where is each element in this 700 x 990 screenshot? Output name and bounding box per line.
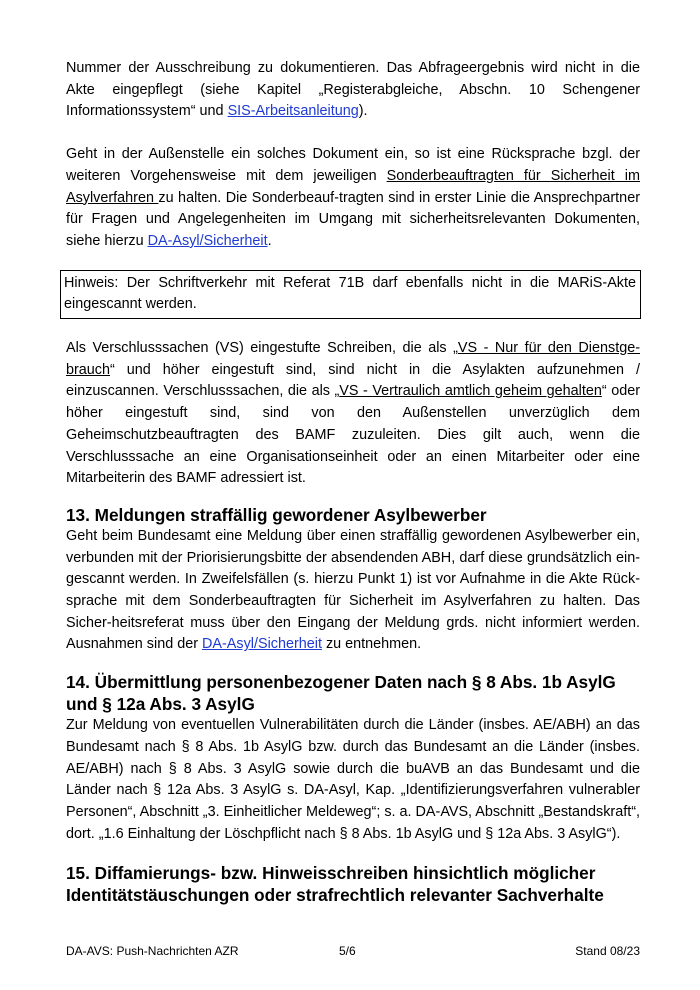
footer-doc-title: DA-AVS: Push-Nachrichten AZR (66, 944, 239, 958)
section-14-heading: 14. Übermittlung personenbezogener Daten nach § 8 Abs. 1b AsylG und § 12a Abs. 3 AsylG (66, 672, 616, 715)
text-run: ). (358, 103, 368, 120)
document-page (66, 58, 640, 906)
page-footer (66, 944, 640, 960)
section-13-heading: 13. Meldungen straffällig gewordener Asylbewerber (66, 504, 487, 525)
text-run: Als Verschlusssachen (VS) eingestufte Schreiben, die als „ (66, 340, 458, 357)
text-run: “ oder höher eingestuft sind, sind von den Außenstellen unverzüglich dem Geheimschutzbeauftragten des BAMF zuzuleiten. Dies gilt auch, wenn die Verschlusssache an eine Organisationseinheit oder an einen Mitarbeiter oder eine Mitarbeiterin des BAMF adressiert ist. (66, 383, 640, 487)
section-15-heading: 15. Diffamierungs- bzw. Hinweisschreiben hinsichtlich möglicher Identitätstäuschungen oder strafrechtlich relevanter Sachverhalte (66, 863, 604, 906)
text-run: Nummer der Ausschreibung zu dokumentieren. Das Abfrageergebnis wird nicht in die Akte eingepflegt (siehe Kapitel „Registerabgleiche, Abschn. 10 Schengener Informationssystem“ und (66, 60, 640, 120)
text-run: . (267, 232, 272, 249)
paragraph-sonderbeauftragte (66, 144, 640, 253)
underlined-text: Sonderbeauftragten für Sicherheit im Asylverfahren (66, 167, 640, 206)
text-run: Geht in der Außenstelle ein solches Dokument ein, so ist eine Rücksprache bzgl. der weiteren Vorgehensweise mit dem jeweiligen (66, 146, 640, 184)
text-run: Geht beim Bundesamt eine Meldung über einen straffällig gewordenen Asylbewerber ein, verbunden mit der Priorisierungsbitte der absendenden ABH, darf diese grundsätzlich ein-gescannt werden. In Zweifelsfällen (s. hierzu Punkt 1) ist vor Aufnahme in die Akte Rück-sprache mit dem Sonderbeauftragten für Sicherheit im Asylverfahren zu halten. Das Sicher-heitsreferat muss über den Eingang der Meldung grds. nicht informiert werden. Ausnahmen sind der (66, 527, 640, 653)
text-run: “ und höher eingestuft sind, sind nicht in die Asylakten aufzunehmen / einzuscannen. Verschlusssachen, die als „ (66, 361, 640, 400)
da-asyl-sicherheit-link[interactable]: DA-Asyl/Sicherheit (147, 232, 268, 249)
section-14-text: Zur Meldung von eventuellen Vulnerabilitäten durch die Länder (insbes. AE/ABH) an das Bundesamt nach § 8 Abs. 1b AsylG bzw. durch das Bundesamt an die Länder (insbes. AE/ABH) nach § 8 Abs. 3 AsylG sowie durch die buAVB an das Bundesamt und die Länder nach § 12a Abs. 3 AsylG s. DA-Asyl, Kap. „Identifizierungsverfahren vulnerabler Personen“, Abschnitt „3. Einheitlicher Meldeweg“; s. a. DA-AVS, Abschnitt „Bestandskraft“, dort. „1.6 Einhaltung der Löschpflicht nach § 8 Abs. 1b AsylG und § 12a Abs. 3 AsylG“). (66, 717, 641, 842)
sis-arbeitsanleitung-link[interactable]: SIS-Arbeitsanleitung (227, 103, 359, 120)
section-13-text (66, 526, 640, 656)
da-asyl-sicherheit-link-2[interactable]: DA-Asyl/Sicherheit (202, 636, 322, 653)
underlined-text: VS - Vertraulich amtlich geheim gehalten (339, 383, 602, 400)
text-run: zu entnehmen. (321, 636, 422, 653)
paragraph-sis (66, 58, 640, 123)
hinweis-box: Hinweis: Der Schriftverkehr mit Referat 71B darf ebenfalls nicht in die MARiS-Akte eingescannt werden. (60, 270, 641, 319)
underlined-text: VS - Nur für den Dienstge-brauch (66, 340, 640, 378)
paragraph-verschlusssachen (66, 338, 640, 490)
footer-date: Stand 08/23 (575, 944, 640, 958)
footer-page-number: 5/6 (339, 944, 356, 958)
text-run: zu halten. Die Sonderbeauf-tragten sind in erster Linie die Ansprechpartner für Fragen und Angelegenheiten im Umgang mit sicherheitsrelevanten Dokumenten, siehe hierzu (66, 189, 640, 249)
